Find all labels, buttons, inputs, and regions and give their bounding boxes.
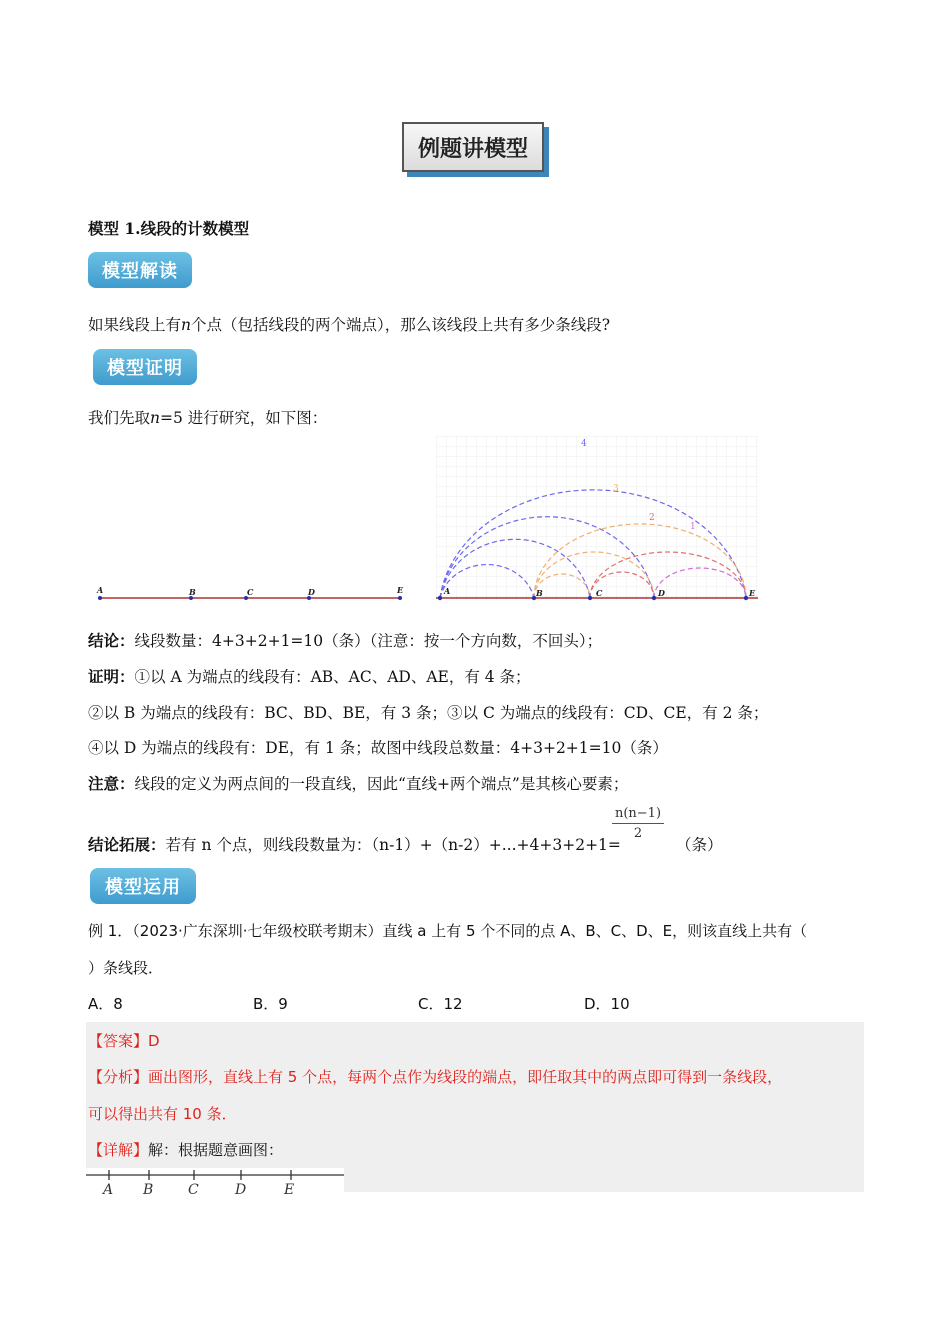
answer-point-a: A xyxy=(103,1182,114,1198)
note: 注意：线段的定义为两点间的一段直线，因此“直线+两个端点”是其核心要素； xyxy=(88,774,629,793)
study-text: 我们先取n=5 进行研究，如下图： xyxy=(88,409,328,427)
question-text: 如果线段上有n个点（包括线段的两个端点），那么该线段上共有多少条线段? xyxy=(88,316,611,334)
fraction-denominator: 2 xyxy=(633,826,643,841)
section-label-apply: 模型运用 xyxy=(90,868,196,904)
proof-line-1: 证明：①以 A 为端点的线段有：AB、AC、AD、AE，有 4 条； xyxy=(88,667,531,686)
arc-point-e: E xyxy=(749,588,756,598)
example-line-1: 例 1．（2023·广东深圳·七年级校联考期末）直线 a 上有 5 个不同的点 A、B、C、D、E，则该直线上共有（ xyxy=(88,922,808,940)
analysis-line-2: 可以得出共有 10 条． xyxy=(88,1105,237,1123)
answer-point-b: B xyxy=(143,1182,154,1198)
arc-label-1: 1 xyxy=(690,522,696,532)
proof-line-3: ④以 D 为端点的线段有：DE，有 1 条；故图中线段总数量：4+3+2+1=10（条） xyxy=(88,739,668,757)
segment-figure-left xyxy=(90,582,410,606)
option-b: B．9 xyxy=(253,995,288,1013)
extension: 结论拓展：若有 n 个点，则线段数量为：（n-1）+（n-2）+...+4+3+2+1= xyxy=(88,835,621,854)
point-label-e: E xyxy=(397,585,404,595)
point-label-c: C xyxy=(247,587,254,597)
option-a: A．8 xyxy=(88,995,123,1013)
answer-line: 【答案】D xyxy=(88,1032,160,1050)
arc-point-c: C xyxy=(596,588,603,598)
answer-segment-figure xyxy=(86,1168,346,1198)
arc-figure-right xyxy=(436,436,758,606)
arc-label-4: 4 xyxy=(581,439,587,449)
model-heading: 模型 1.线段的计数模型 xyxy=(88,219,250,238)
arc-point-a: A xyxy=(444,586,451,596)
answer-point-e: E xyxy=(284,1182,295,1198)
option-c: C．12 xyxy=(418,995,463,1013)
arc-point-b: B xyxy=(536,588,543,598)
page-title: 例题讲模型 xyxy=(402,122,544,172)
arc-label-3: 3 xyxy=(613,484,619,494)
arc-label-2: 2 xyxy=(649,513,655,523)
option-d: D．10 xyxy=(584,995,630,1013)
section-label-read: 模型解读 xyxy=(88,252,192,288)
conclusion: 结论：线段数量：4+3+2+1=10（条）（注意：按一个方向数，不回头）； xyxy=(88,631,603,650)
answer-point-d: D xyxy=(235,1182,247,1198)
analysis-line-1: 【分析】画出图形，直线上有 5 个点，每两个点作为线段的端点，即任取其中的两点即可得到一条线段， xyxy=(88,1068,783,1086)
detail-line: 【详解】解：根据题意画图： xyxy=(88,1141,284,1159)
point-label-b: B xyxy=(189,587,196,597)
fraction-formula xyxy=(612,806,664,841)
answer-point-c: C xyxy=(188,1182,199,1198)
extension-unit: （条） xyxy=(676,836,723,854)
proof-line-2: ②以 B 为端点的线段有：BC、BD、BE，有 3 条；③以 C 为端点的线段有：CD、CE，有 2 条； xyxy=(88,704,769,722)
example-line-2: ）条线段． xyxy=(88,959,164,977)
point-label-d: D xyxy=(308,587,315,597)
arc-point-d: D xyxy=(658,588,665,598)
fraction-numerator: n(n−1) xyxy=(612,806,664,824)
section-label-proof: 模型证明 xyxy=(93,349,197,385)
point-label-a: A xyxy=(97,585,104,595)
